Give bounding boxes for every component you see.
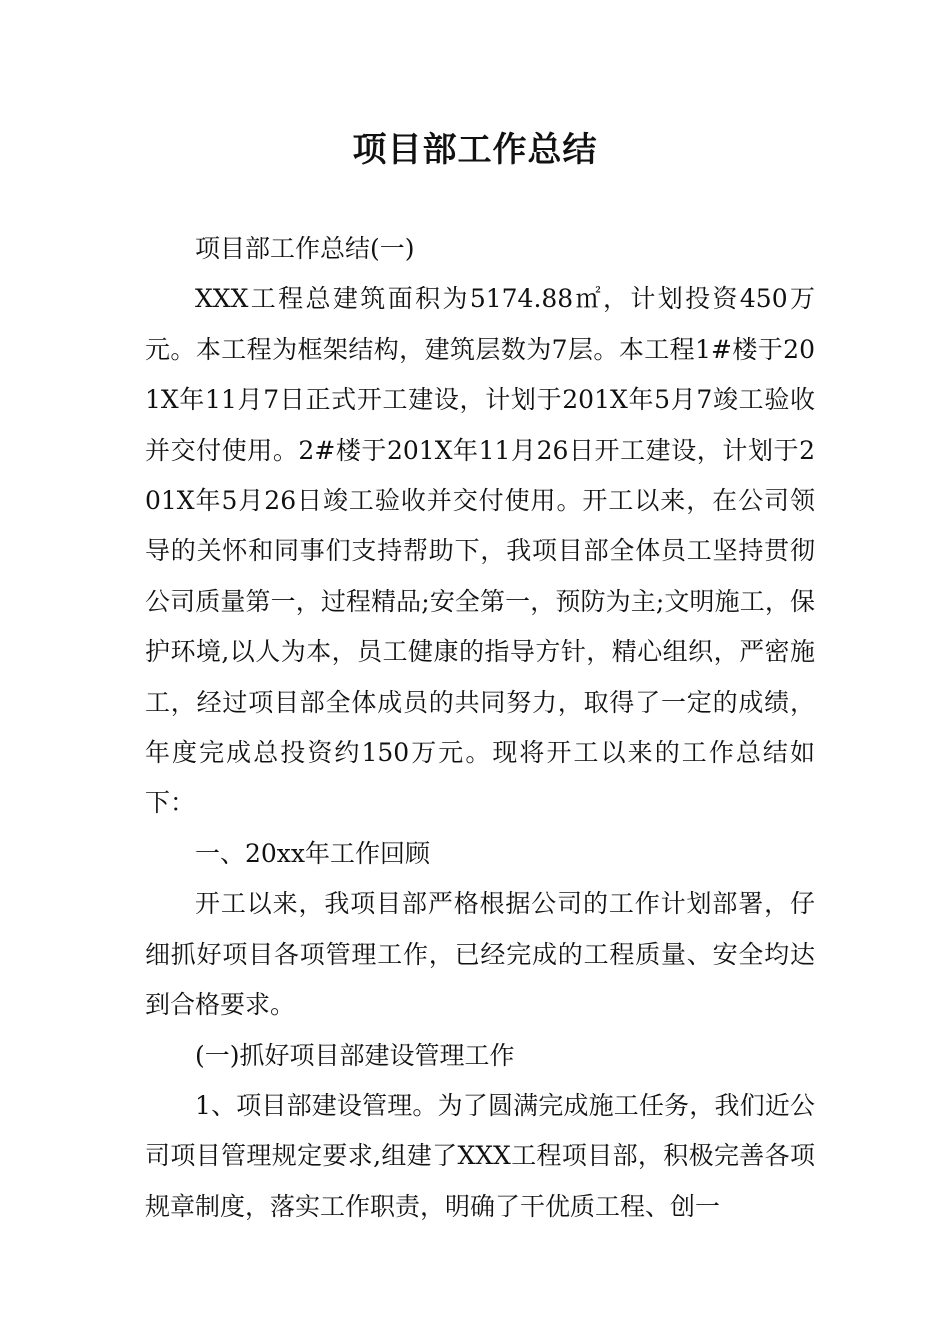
document-title: 项目部工作总结: [352, 130, 598, 170]
paragraph-review: 开工以来，我项目部严格根据公司的工作计划部署，仔细抓好项目各项管理工作，已经完成的工程质量、安全均达到合格要求。: [145, 889, 815, 1020]
section-heading-review: 一、20xx年工作回顾: [195, 838, 431, 868]
section-heading-1: 项目部工作总结(一): [195, 234, 415, 263]
document-body: [145, 224, 815, 1232]
subsection-heading: (一)抓好项目部建设管理工作: [195, 1040, 515, 1070]
paragraph-management: 1、项目部建设管理。为了圆满完成施工任务，我们近公司项目管理规定要求,组建了XXX工程项目部，积极完善各项规章制度，落实工作职责，明确了干优质工程、创一: [145, 1090, 815, 1221]
paragraph-project-overview: XXX工程总建筑面积为5174.88㎡，计划投资450万元。本工程为框架结构，建筑层数为7层。本工程1#楼于201X年11月7日正式开工建设，计划于201X年5月7竣工验收并交付使用。2#楼于201X年11月26日开工建设，计划于201X年5月26日竣工验收并交付使用。开工以来，在公司领导的关怀和同事们支持帮助下，我项目部全体员工坚持贯彻公司质量第一，过程精品;安全第一，预防为主;文明施工，保护环境,以人为本，员工健康的指导方针，精心组织，严密施工，经过项目部全体成员的共同努力，取得了一定的成绩，年度完成总投资约150万元。现将开工以来的工作总结如下：: [145, 284, 815, 818]
